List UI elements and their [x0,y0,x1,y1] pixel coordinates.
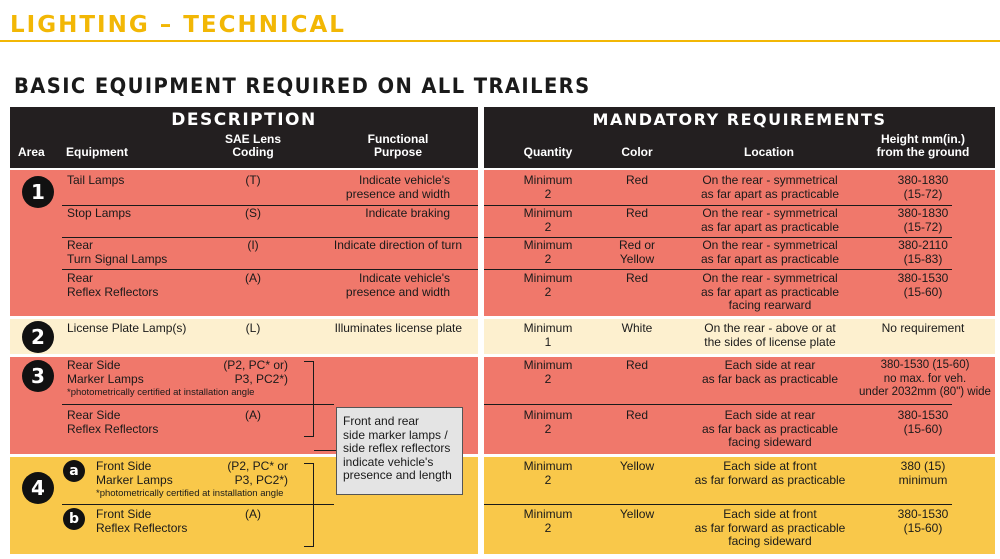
quantity-rear-reflex: Minimum 2 [523,271,573,299]
area-2-badge: 2 [22,321,54,353]
equipment-front-side-marker: Front Side Marker Lamps [96,459,173,487]
equipment-license-plate: License Plate Lamp(s) [67,321,187,335]
sae-front-side-reflex: (A) [245,507,261,521]
equipment-rear-side-reflex: Rear Side Reflex Reflectors [67,408,159,436]
equipment-tail-lamps: Tail Lamps [67,173,125,187]
quantity-rear-side-reflex: Minimum 2 [523,408,573,436]
page-title: LIGHTING – TECHNICAL [10,12,346,38]
location-turn-signal: On the rear - symmetrical as far apart as practicable [700,238,840,266]
location-rear-reflex: On the rear - symmetrical as far apart as practicable facing rearward [700,271,840,312]
area-1-badge: 1 [22,176,54,208]
equipment-column-header: Equipment [66,145,128,159]
height-rear-side-reflex: 380-1530 (15-60) [897,408,949,436]
quantity-turn-signal: Minimum 2 [523,238,573,266]
quantity-rear-side-marker: Minimum 2 [523,358,573,386]
quantity-stop-lamps: Minimum 2 [523,206,573,234]
location-tail-lamps: On the rear - symmetrical as far apart as practicable [700,173,840,201]
location-rear-side-marker: Each side at rear as far back as practicable [701,358,839,386]
description-header [10,107,478,168]
quantity-front-side-reflex: Minimum 2 [523,507,573,535]
quantity-tail-lamps: Minimum 2 [523,173,573,201]
sae-stop-lamps: (S) [245,206,261,220]
height-rear-side-marker: 380-1530 (15-60) no max. for veh. under 2032mm (80") wide [859,359,991,398]
color-rear-side-marker: Red [625,358,648,372]
sae-tail-lamps: (T) [245,173,261,187]
area-4-badge: 4 [22,472,54,504]
height-front-side-marker: 380 (15) minimum [898,459,948,487]
color-turn-signal: Red or Yellow [618,238,656,266]
color-front-side-marker: Yellow [619,459,655,473]
height-tail-lamps: 380-1830 (15-72) [897,173,949,201]
purpose-tail-lamps: Indicate vehicle's presence and width [345,173,450,201]
area-3-badge: 3 [22,360,54,392]
row-divider [484,269,952,270]
location-column-header: Location [744,145,794,159]
location-stop-lamps: On the rear - symmetrical as far apart as practicable [700,206,840,234]
row-divider [62,404,334,405]
sae-rear-side-marker: (P2, PC* or) P3, PC2*) [223,358,288,386]
mandatory-band: MANDATORY REQUIREMENTS [592,110,887,129]
purpose-stop-lamps: Indicate braking [365,206,450,220]
equipment-stop-lamps: Stop Lamps [67,206,132,220]
rear-bracket [304,361,314,437]
sae-column-header: SAE Lens Coding [224,132,281,159]
front-bracket [304,463,314,547]
bracket-connector [314,450,336,451]
side-marker-callout: Front and rear side marker lamps / side reflex reflectors indicate vehicle's presence and length [336,407,463,495]
height-stop-lamps: 380-1830 (15-72) [897,206,949,234]
equipment-rear-side-marker: Rear Side Marker Lamps [67,358,144,386]
height-rear-reflex: 380-1530 (15-60) [897,271,949,299]
purpose-license-plate: Illuminates license plate [334,321,462,335]
color-column-header: Color [621,145,653,159]
sae-rear-reflex: (A) [245,271,261,285]
sub-b-badge: b [63,508,85,530]
location-front-side-reflex: Each side at front as far forward as practicable facing sideward [694,507,846,548]
row-divider [484,404,952,405]
sub-a-badge: a [63,460,85,482]
equipment-front-side-reflex: Front Side Reflex Reflectors [96,507,188,535]
equipment-turn-signal: Rear Turn Signal Lamps [67,238,168,266]
note-front-side-marker: *photometrically certified at installation angle [96,488,284,499]
color-stop-lamps: Red [625,206,648,220]
purpose-turn-signal: Indicate direction of turn [333,238,462,252]
description-band: DESCRIPTION [171,110,317,130]
height-turn-signal: 380-2110 (15-83) [898,238,948,266]
color-license-plate: White [621,321,653,335]
equipment-rear-reflex: Rear Reflex Reflectors [67,271,159,299]
height-column-header: Height mm(in.) from the ground [876,132,970,159]
area-column-header: Area [18,145,45,159]
row-divider [62,504,334,505]
location-license-plate: On the rear - above or at the sides of license plate [704,321,836,349]
color-tail-lamps: Red [625,173,648,187]
sae-front-side-marker: (P2, PC* or P3, PC2*) [227,459,288,487]
mandatory-header [484,107,995,168]
note-rear-side-marker: *photometrically certified at installation angle [67,387,255,398]
color-front-side-reflex: Yellow [619,507,655,521]
sae-license-plate: (L) [245,321,261,335]
title-rule [0,40,1000,42]
row-divider [62,269,478,270]
location-rear-side-reflex: Each side at rear as far back as practicable facing sideward [701,408,839,449]
section-title: BASIC EQUIPMENT REQUIRED ON ALL TRAILERS [14,74,591,98]
purpose-rear-reflex: Indicate vehicle's presence and width [345,271,450,299]
color-rear-reflex: Red [625,271,648,285]
height-license-plate: No requirement [881,321,965,335]
sae-rear-side-reflex: (A) [245,408,261,422]
color-rear-side-reflex: Red [625,408,648,422]
quantity-front-side-marker: Minimum 2 [523,459,573,487]
location-front-side-marker: Each side at front as far forward as practicable [694,459,846,487]
quantity-column-header: Quantity [523,145,573,159]
sae-turn-signal: (I) [247,238,259,252]
quantity-license-plate: Minimum 1 [523,321,573,349]
row-divider [484,504,952,505]
height-front-side-reflex: 380-1530 (15-60) [897,507,949,535]
purpose-column-header: Functional Purpose [367,132,429,159]
